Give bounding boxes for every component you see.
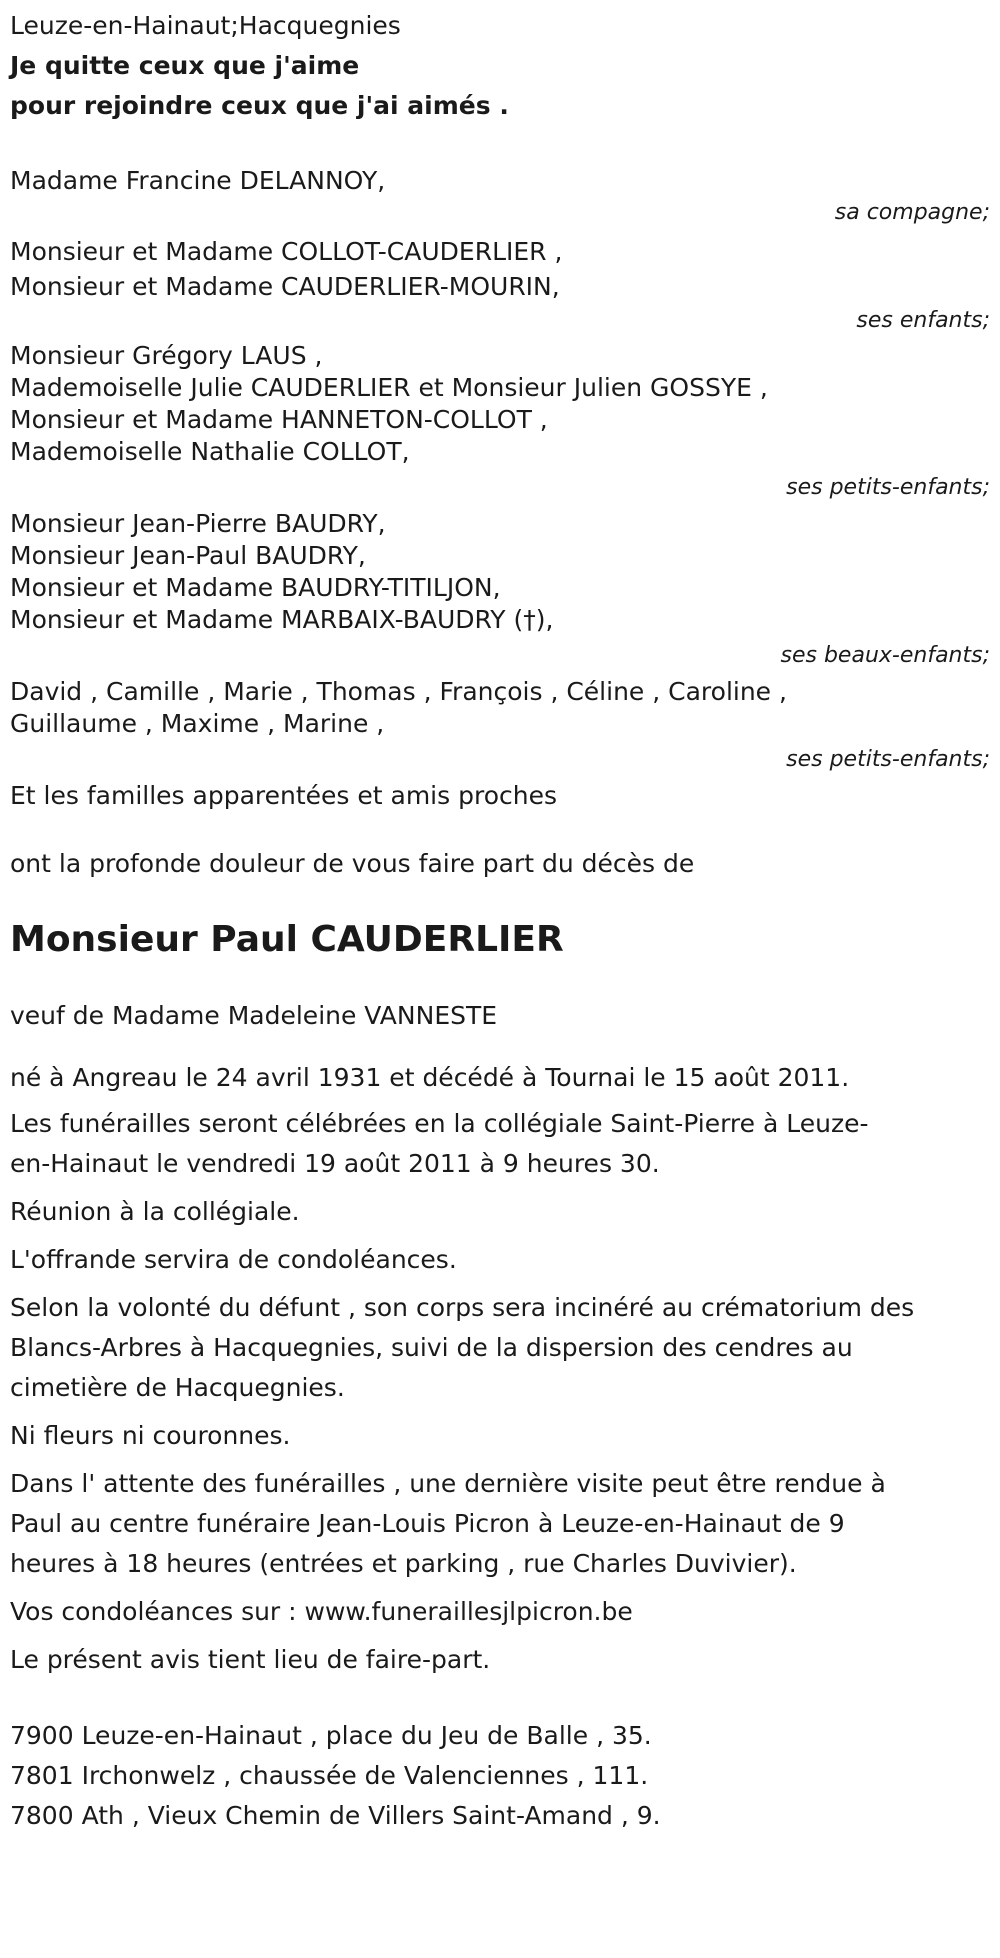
stepchild-name: Monsieur et Madame MARBAIX-BAUDRY (†),: [10, 605, 554, 634]
widower-line: veuf de Madame Madeleine VANNESTE: [10, 1001, 498, 1030]
children-role: ses enfants;: [856, 308, 990, 333]
location-line: Leuze-en-Hainaut;Hacquegnies: [10, 11, 401, 40]
companion-role: sa compagne;: [834, 200, 990, 225]
address-line: 7900 Leuze-en-Hainaut , place du Jeu de Balle , 35.: [10, 1721, 652, 1750]
flowers-line: Ni fleurs ni couronnes.: [10, 1421, 291, 1450]
grandchildren-role: ses petits-enfants;: [786, 475, 990, 500]
address-line: 7800 Ath , Vieux Chemin de Villers Saint-Amand , 9.: [10, 1801, 661, 1830]
cremation-line: Selon la volonté du défunt , son corps sera incinéré au crématorium des: [10, 1293, 915, 1322]
stepchildren-role: ses beaux-enfants;: [780, 643, 990, 668]
condolences-line: Vos condoléances sur : www.funeraillesjlpicron.be: [10, 1597, 633, 1626]
visit-line: Dans l' attente des funérailles , une dernière visite peut être rendue à: [10, 1469, 886, 1498]
stepchild-name: Monsieur et Madame BAUDRY-TITILJON,: [10, 573, 501, 602]
cremation-line: Blancs-Arbres à Hacquegnies, suivi de la dispersion des cendres au: [10, 1333, 853, 1362]
companion-name: Madame Francine DELANNOY,: [10, 166, 386, 195]
announcement-line: ont la profonde douleur de vous faire part du décès de: [10, 849, 695, 878]
address-line: 7801 Irchonwelz , chaussée de Valenciennes , 111.: [10, 1761, 649, 1790]
reunion-line: Réunion à la collégiale.: [10, 1197, 300, 1226]
notice-line: Le présent avis tient lieu de faire-part.: [10, 1645, 491, 1674]
grandchild-name: Monsieur Grégory LAUS ,: [10, 341, 323, 370]
grandchild-name: Mademoiselle Julie CAUDERLIER et Monsieur Julien GOSSYE ,: [10, 373, 768, 402]
step-grandchildren-names: Guillaume , Maxime , Marine ,: [10, 709, 385, 738]
funeral-line: en-Hainaut le vendredi 19 août 2011 à 9 heures 30.: [10, 1149, 660, 1178]
stepchild-name: Monsieur Jean-Paul BAUDRY,: [10, 541, 366, 570]
stepchild-name: Monsieur Jean-Pierre BAUDRY,: [10, 509, 386, 538]
relatives-line: Et les familles apparentées et amis proches: [10, 781, 557, 810]
visit-line: Paul au centre funéraire Jean-Louis Picron à Leuze-en-Hainaut de 9: [10, 1509, 845, 1538]
funeral-line: Les funérailles seront célébrées en la collégiale Saint-Pierre à Leuze-: [10, 1109, 869, 1138]
visit-line: heures à 18 heures (entrées et parking , rue Charles Duvivier).: [10, 1549, 797, 1578]
quote-line-1: Je quitte ceux que j'aime: [10, 51, 360, 80]
offering-line: L'offrande servira de condoléances.: [10, 1245, 457, 1274]
children-name: Monsieur et Madame CAUDERLIER-MOURIN,: [10, 272, 560, 301]
cremation-line: cimetière de Hacquegnies.: [10, 1373, 345, 1402]
children-name: Monsieur et Madame COLLOT-CAUDERLIER ,: [10, 237, 563, 266]
obituary-notice: [10, 6, 990, 1836]
step-grandchildren-role: ses petits-enfants;: [786, 747, 990, 772]
grandchild-name: Monsieur et Madame HANNETON-COLLOT ,: [10, 405, 548, 434]
quote-line-2: pour rejoindre ceux que j'ai aimés .: [10, 91, 509, 120]
birth-death-line: né à Angreau le 24 avril 1931 et décédé à Tournai le 15 août 2011.: [10, 1063, 850, 1092]
grandchild-name: Mademoiselle Nathalie COLLOT,: [10, 437, 410, 466]
deceased-name: Monsieur Paul CAUDERLIER: [10, 919, 564, 960]
step-grandchildren-names: David , Camille , Marie , Thomas , François , Céline , Caroline ,: [10, 677, 787, 706]
